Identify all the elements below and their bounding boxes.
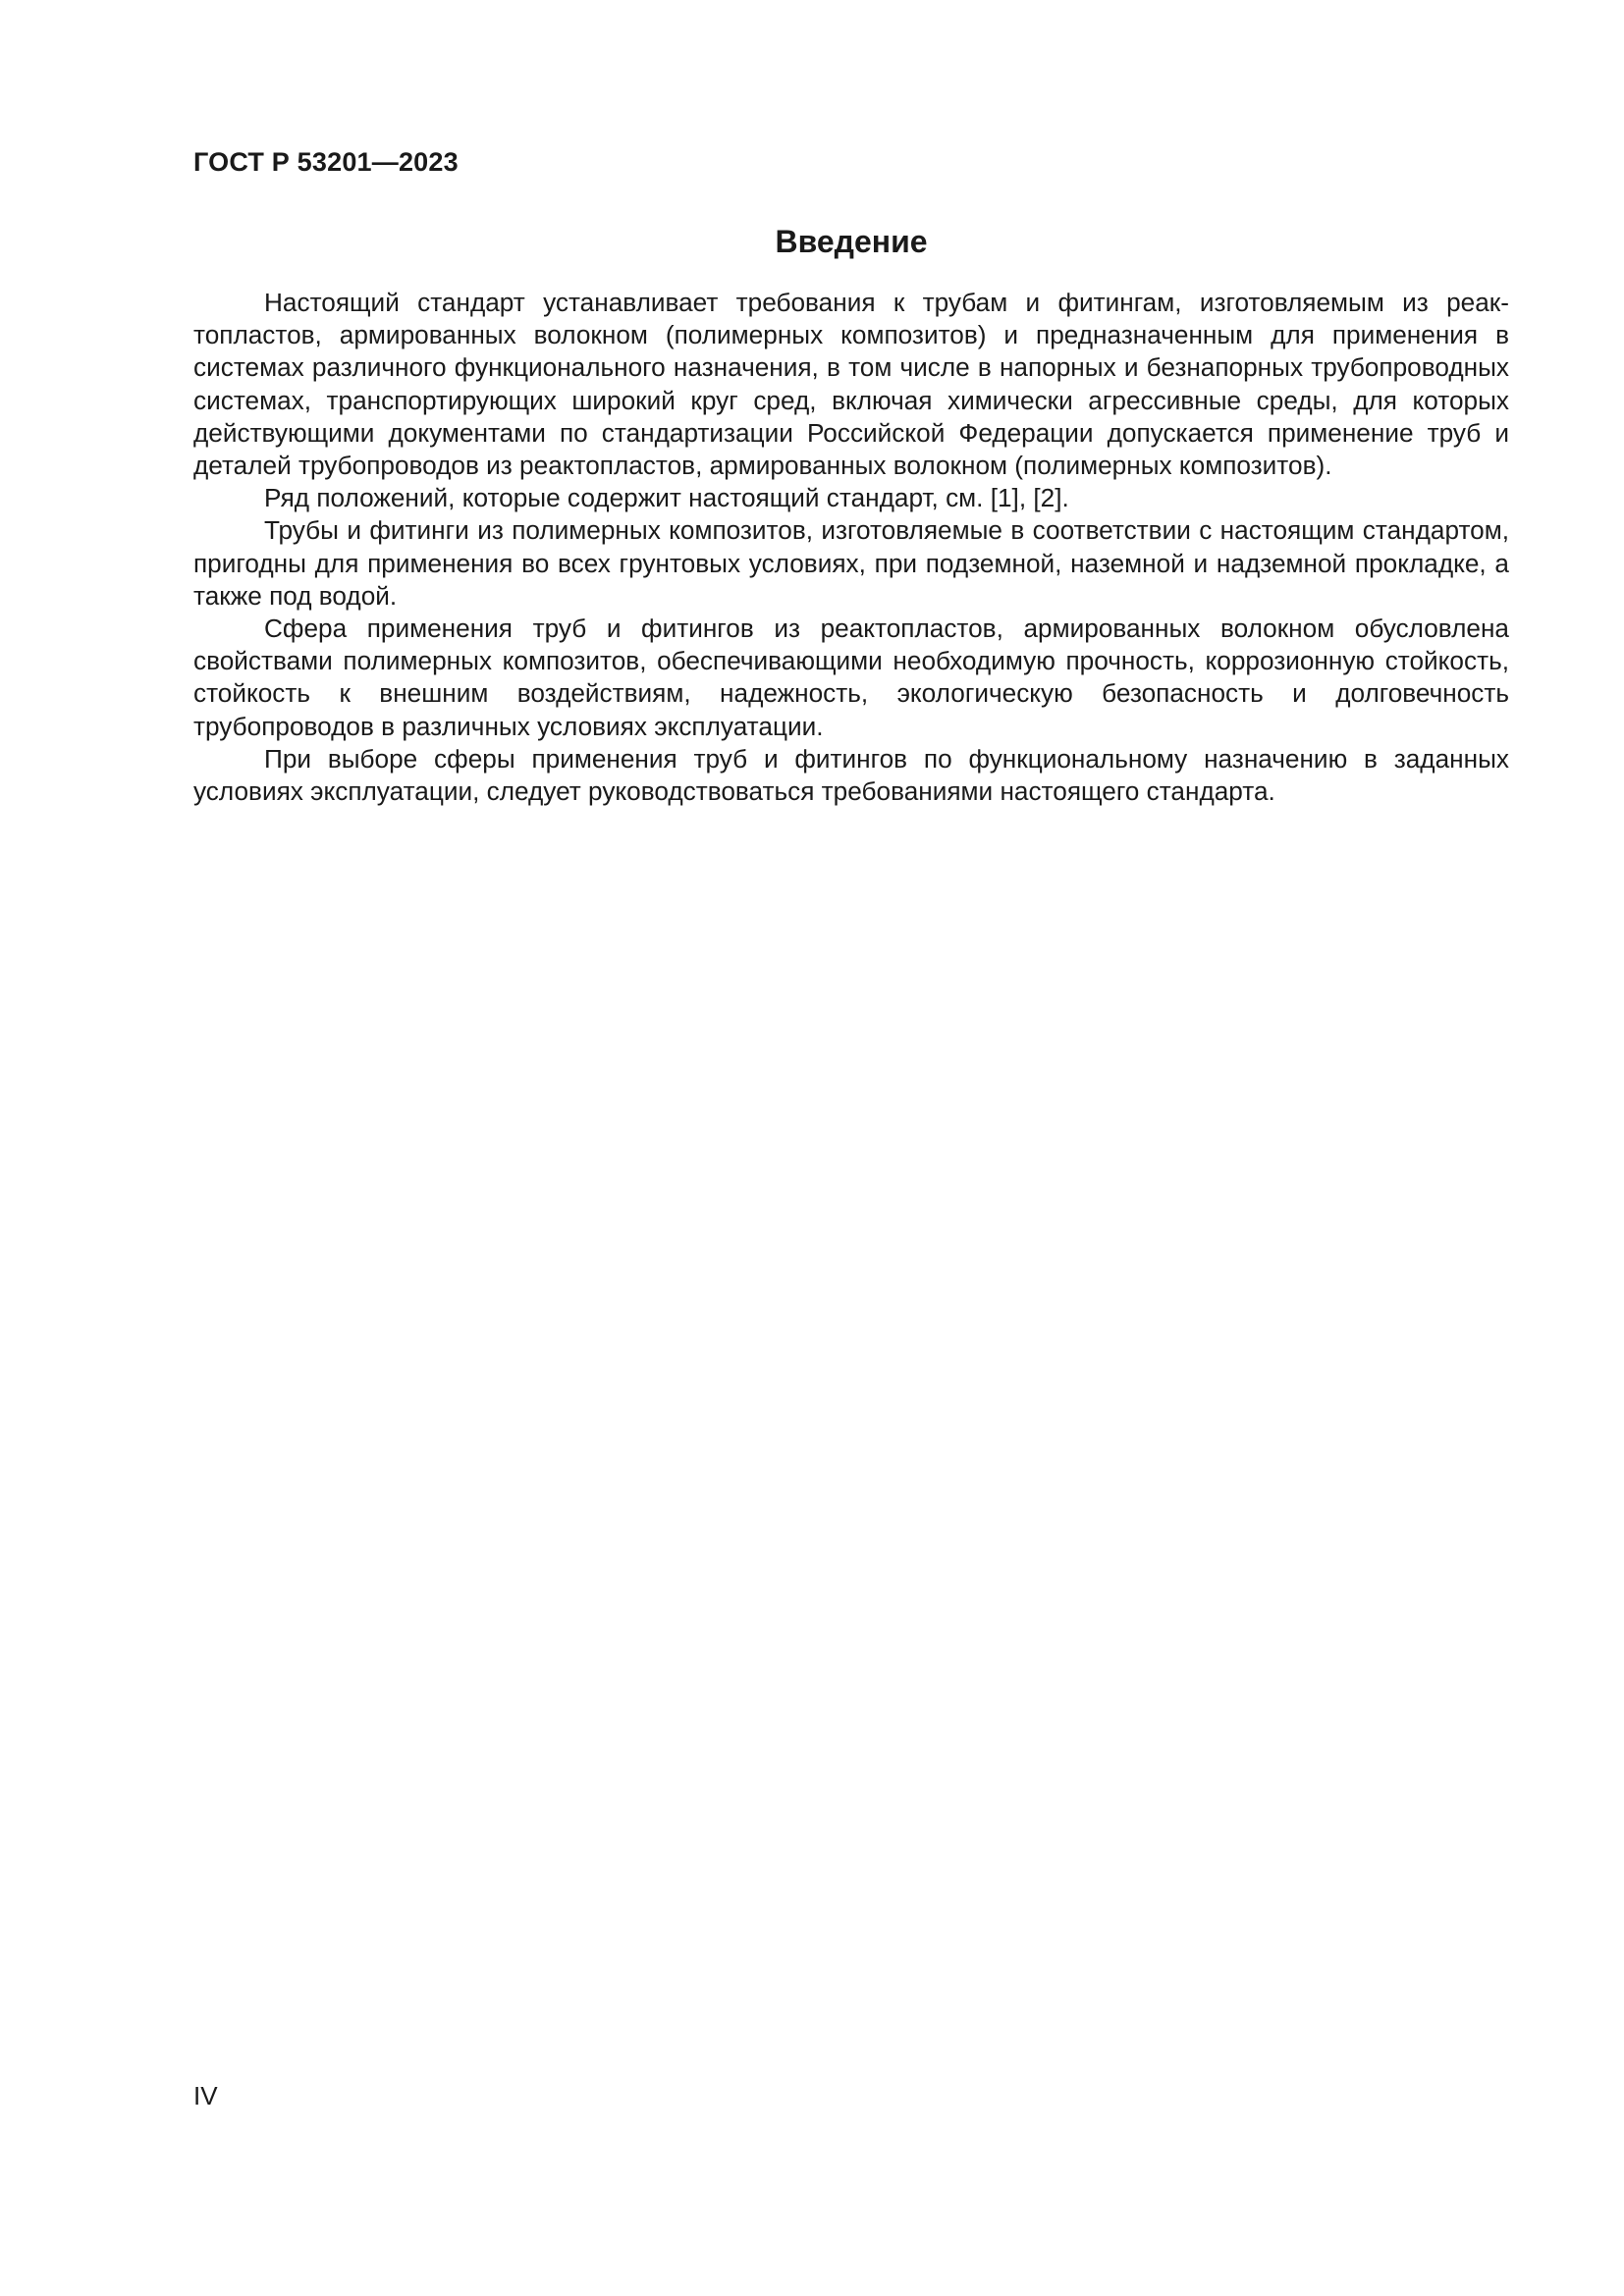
- section-title: Введение: [775, 224, 928, 259]
- paragraph: При выборе сферы применения труб и фитингов по функциональному назначению в заданных условиях эксплуатации, следует руководствоваться требованиями настоящего стандарта.: [193, 743, 1509, 807]
- paragraph: Ряд положений, которые содержит настоящий стандарт, см. [1], [2].: [264, 483, 1069, 513]
- paragraph: Трубы и фитинги из полимерных композитов, изготовляемые в соответствии с настоящим стандартом, пригодны для применения во всех грунтовых условиях, при подземной, наземной и надземной прокладке, а также под водой.: [193, 515, 1509, 611]
- body-text: [193, 287, 1509, 808]
- paragraph: Сфера применения труб и фитингов из реактопластов, армированных волокном обусловлена свойствами полимерных композитов, обеспечивающими необходимую прочность, коррозионную стойкость, стойкость к внешним воздействиям, надежность, экологическую безопасность и долговечность трубопроводов в различных условиях эксплуатации.: [193, 614, 1509, 741]
- paragraph: Настоящий стандарт устанавливает требования к трубам и фитингам, изготовляемым из реактопластов, армированных волокном (полимерных композитов) и предназначенным для применения в системах различного функционального назначения, в том числе в напорных и безнапорных трубопроводных системах, транспортирующих широкий круг сред, включая химически агрессивные среды, для которых действующими документами по стандартизации Российской Федерации допускается применение труб и деталей трубопроводов из реактопластов, армированных волокном (полимерных композитов).: [193, 288, 1509, 481]
- document-code: ГОСТ Р 53201—2023: [193, 147, 459, 177]
- page-number: IV: [193, 2081, 218, 2110]
